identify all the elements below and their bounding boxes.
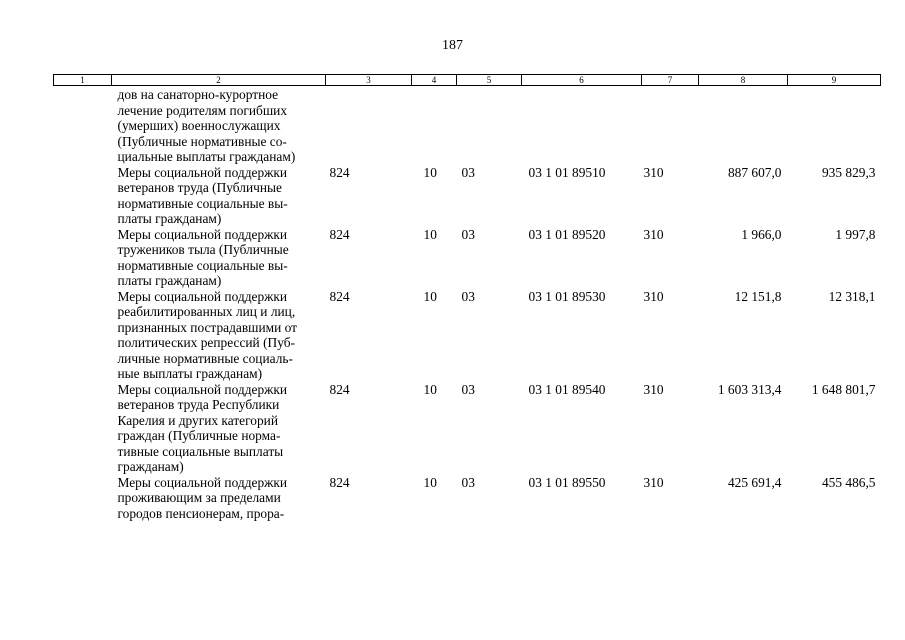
expense-name-line: платы гражданам) <box>117 273 222 288</box>
row-number-cell <box>54 382 112 475</box>
expense-name-line: Меры социальной поддержки <box>117 474 288 490</box>
expense-name-line: лечение родителям погибших <box>117 102 288 118</box>
column-header-5: 5 <box>457 75 522 86</box>
ministry-code-cell: 824 <box>329 164 350 180</box>
expense-type-cell: 310 <box>643 288 664 304</box>
column-header-8: 8 <box>699 75 788 86</box>
expense-type-cell: 310 <box>643 381 664 397</box>
column-header-2: 2 <box>112 75 326 86</box>
target-article-cell: 03 1 01 89550 <box>528 474 606 490</box>
row-number-cell <box>54 289 112 382</box>
target-article-cell: 03 1 01 89520 <box>528 226 606 242</box>
table-header <box>54 75 881 86</box>
row-number-cell <box>54 165 112 227</box>
section-code-cell: 10 <box>423 288 437 304</box>
target-article-cell: 03 1 01 89540 <box>528 381 606 397</box>
expense-name-line: граждан (Публичные норма- <box>117 428 281 443</box>
expense-name-line: признанных пострадавшими от <box>117 319 298 335</box>
expense-name-cell <box>112 289 326 382</box>
column-header-1: 1 <box>54 75 112 86</box>
expense-name-line: Карелия и других категорий <box>117 412 279 428</box>
expense-name-line: Меры социальной поддержки <box>117 164 288 180</box>
subsection-code-cell <box>457 86 522 165</box>
amount-year1-cell <box>699 86 788 165</box>
column-header-6: 6 <box>522 75 642 86</box>
amount-year2-cell <box>788 86 881 165</box>
expense-name-line: дов на санаторно-курортное <box>117 87 279 102</box>
subsection-code-cell: 03 <box>461 226 475 242</box>
table-row <box>54 475 881 522</box>
subsection-code-cell: 03 <box>461 164 475 180</box>
expense-name-line: проживающим за пределами <box>117 490 281 505</box>
subsection-code-cell: 03 <box>461 474 475 490</box>
expense-name-line: Меры социальной поддержки <box>117 381 288 397</box>
table-row <box>54 382 881 475</box>
page-number: 187 <box>442 38 463 53</box>
expense-name-line: Меры социальной поддержки <box>117 288 288 304</box>
expense-name-line: политических репрессий (Пуб- <box>117 335 295 350</box>
section-code-cell <box>412 86 457 165</box>
amount-year1-cell: 425 691,4 <box>727 474 782 490</box>
row-number-cell <box>54 86 112 165</box>
expense-name-line: (умерших) военнослужащих <box>117 118 281 133</box>
section-code-cell: 10 <box>423 474 437 490</box>
table-row <box>54 165 881 227</box>
table-body <box>54 86 881 522</box>
expense-name-cell <box>112 86 326 165</box>
expense-name-line: реабилитированных лиц и лиц, <box>117 304 296 319</box>
amount-year2-cell: 1 648 801,7 <box>811 381 876 397</box>
table-row <box>54 86 881 165</box>
amount-year1-cell: 12 151,8 <box>734 288 782 304</box>
ministry-code-cell: 824 <box>329 226 350 242</box>
amount-year1-cell: 1 603 313,4 <box>717 381 782 397</box>
section-code-cell: 10 <box>423 226 437 242</box>
ministry-code-cell <box>326 86 412 165</box>
section-code-cell: 10 <box>423 164 437 180</box>
expense-type-cell: 310 <box>643 164 664 180</box>
expense-name-cell <box>112 227 326 289</box>
table-row <box>54 289 881 382</box>
expense-name-cell <box>112 165 326 227</box>
expense-name-line: личные нормативные социаль- <box>117 350 293 366</box>
ministry-code-cell: 824 <box>329 288 350 304</box>
expense-name-line: ветеранов труда (Публичные <box>117 180 282 195</box>
expense-name-line: тружеников тыла (Публичные <box>117 242 289 257</box>
expense-name-line: ные выплаты гражданам) <box>117 366 263 381</box>
column-header-3: 3 <box>326 75 412 86</box>
expense-name-line: нормативные социальные вы- <box>117 257 288 273</box>
expense-name-line: ветеранов труда Республики <box>117 397 280 412</box>
target-article-cell: 03 1 01 89530 <box>528 288 606 304</box>
expense-name-line: Меры социальной поддержки <box>117 226 288 242</box>
column-header-4: 4 <box>412 75 457 86</box>
subsection-code-cell: 03 <box>461 381 475 397</box>
row-number-cell <box>54 475 112 522</box>
row-number-cell <box>54 227 112 289</box>
amount-year1-cell: 887 607,0 <box>727 164 782 180</box>
target-article-cell: 03 1 01 89510 <box>528 164 606 180</box>
budget-table <box>53 74 881 521</box>
target-article-cell <box>522 86 642 165</box>
amount-year1-cell: 1 966,0 <box>741 226 782 242</box>
amount-year2-cell: 12 318,1 <box>828 288 876 304</box>
column-header-7: 7 <box>642 75 699 86</box>
column-header-9: 9 <box>788 75 881 86</box>
table-row <box>54 227 881 289</box>
expense-name-line: (Публичные нормативные со- <box>117 133 287 149</box>
expense-name-line: тивные социальные выплаты <box>117 443 284 459</box>
expense-type-cell <box>642 86 699 165</box>
expense-name-cell <box>112 475 326 522</box>
expense-name-line: циальные выплаты гражданам) <box>117 149 296 164</box>
header-row <box>54 75 881 86</box>
expense-name-line: платы гражданам) <box>117 211 222 226</box>
amount-year2-cell: 455 486,5 <box>821 474 876 490</box>
expense-name-line: городов пенсионерам, прора- <box>117 505 285 521</box>
expense-type-cell: 310 <box>643 226 664 242</box>
amount-year2-cell: 1 997,8 <box>835 226 876 242</box>
ministry-code-cell: 824 <box>329 474 350 490</box>
expense-type-cell: 310 <box>643 474 664 490</box>
expense-name-cell <box>112 382 326 475</box>
amount-year2-cell: 935 829,3 <box>821 164 876 180</box>
ministry-code-cell: 824 <box>329 381 350 397</box>
expense-name-line: нормативные социальные вы- <box>117 195 288 211</box>
section-code-cell: 10 <box>423 381 437 397</box>
expense-name-line: гражданам) <box>117 459 184 474</box>
subsection-code-cell: 03 <box>461 288 475 304</box>
